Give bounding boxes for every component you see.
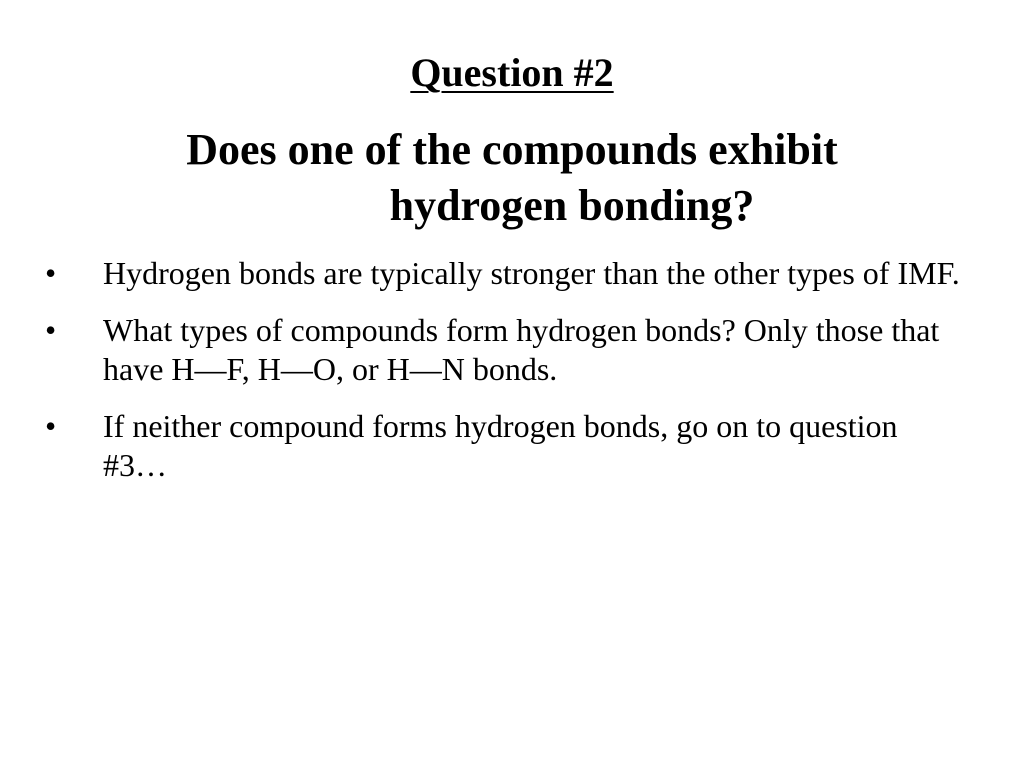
- bullet-list: [0, 254, 1024, 503]
- bullet-marker: •: [45, 255, 57, 291]
- slide-question: Does one of the compounds exhibit hydrogen bonding?: [186, 125, 838, 230]
- bullet-text: What types of compounds form hydrogen bonds? Only those that have H—F, H—O, or H—N bonds.: [103, 312, 940, 387]
- bullet-item: [0, 407, 1024, 485]
- bullet-text: If neither compound forms hydrogen bonds, go on to question #3…: [103, 408, 898, 483]
- bullet-marker: •: [45, 408, 57, 444]
- bullet-marker: •: [45, 312, 57, 348]
- bullet-text: Hydrogen bonds are typically stronger than the other types of IMF.: [103, 255, 960, 291]
- bullet-item: [0, 254, 1024, 293]
- slide-heading: Question #2: [410, 50, 614, 95]
- bullet-item: [0, 311, 1024, 389]
